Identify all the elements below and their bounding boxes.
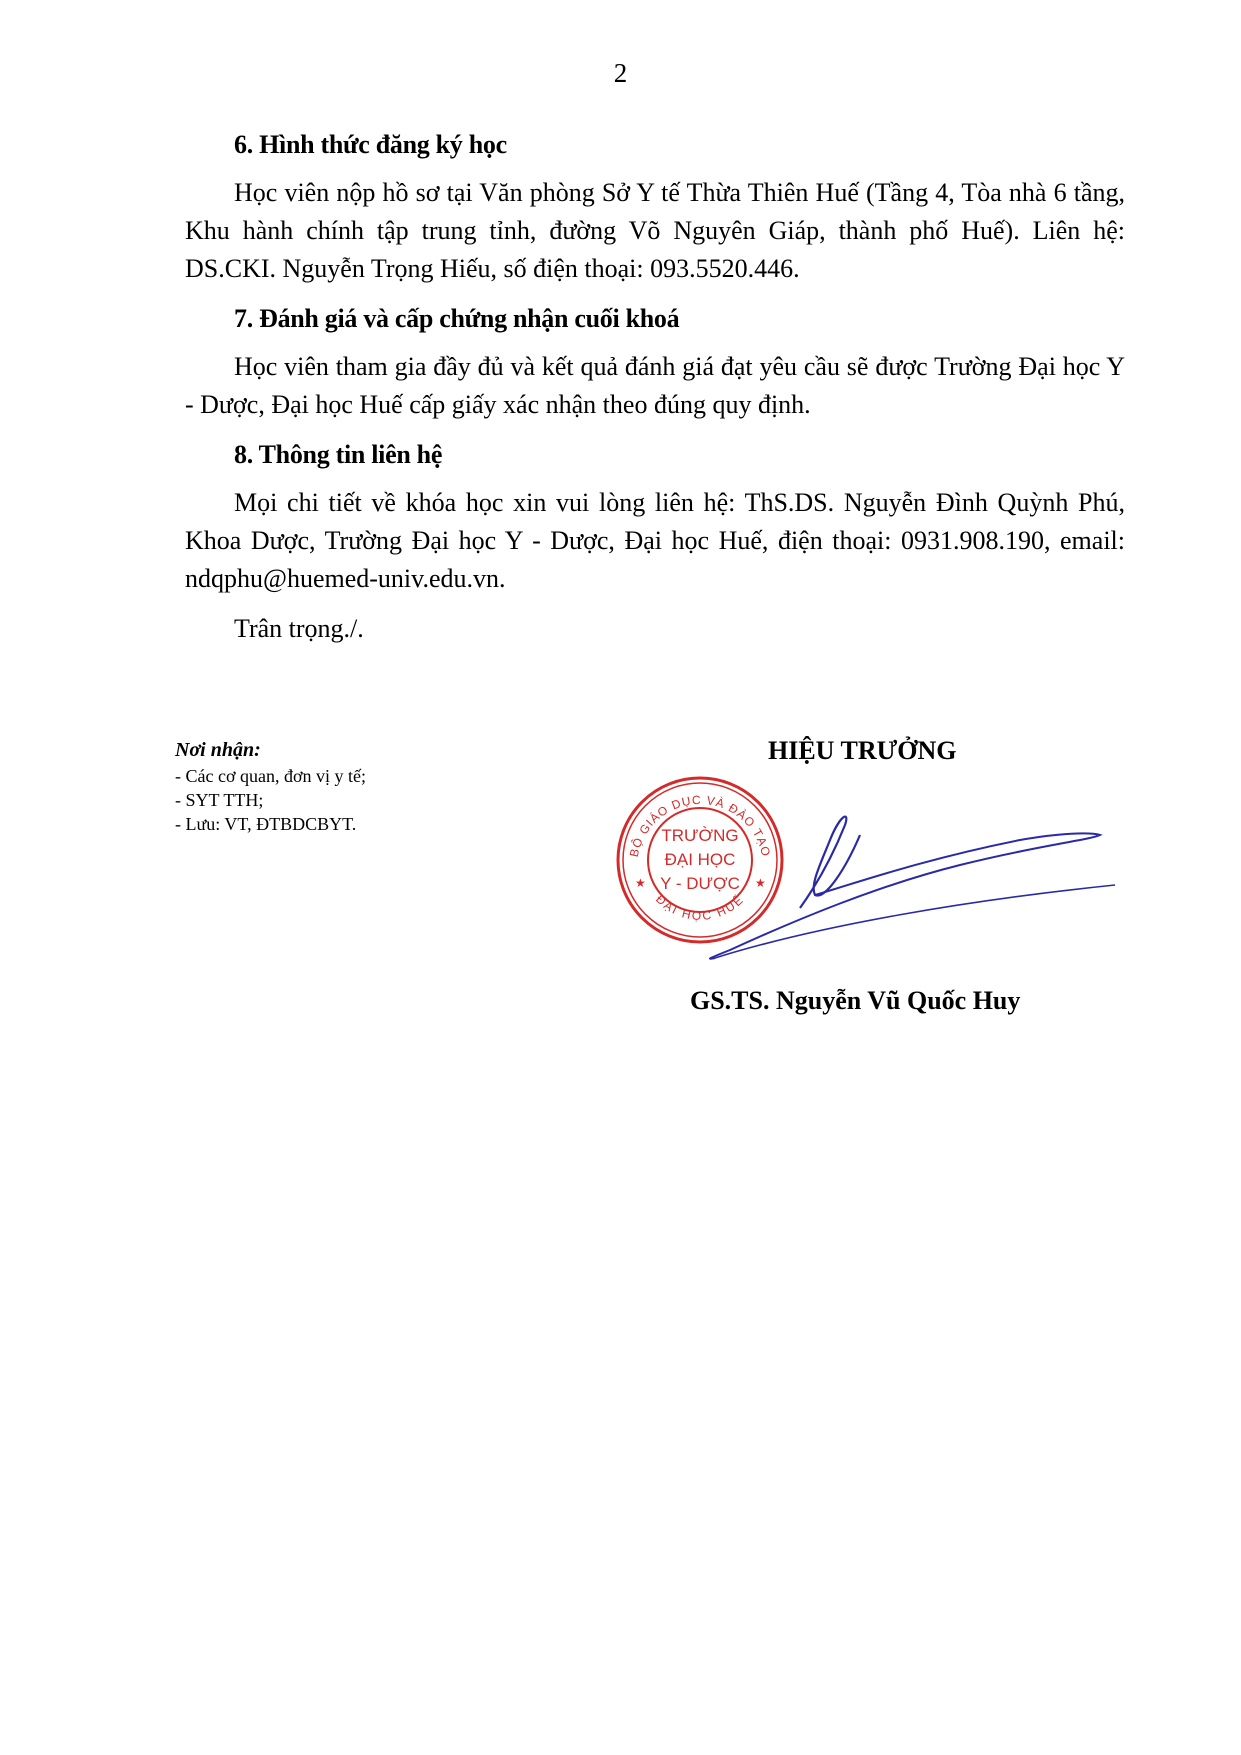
stamp-line-2: ĐẠI HỌC (664, 850, 736, 869)
recipient-item: - Lưu: VT, ĐTBDCBYT. (175, 814, 357, 834)
recipient-item: - SYT TTH; (175, 790, 264, 810)
section-heading: 8. Thông tin liên hệ (234, 440, 443, 469)
recipient-item: - Các cơ quan, đơn vị y tế; (175, 766, 366, 786)
section-paragraph: Học viên tham gia đầy đủ và kết quả đánh giá đạt yêu cầu sẽ được Trường Đại học Y - Dược, Đại học Huế cấp giấy xác nhận theo đúng quy định. (185, 352, 1125, 419)
section-certification (185, 304, 1125, 424)
section-heading: 6. Hình thức đăng ký học (234, 130, 507, 159)
section-paragraph: Mọi chi tiết về khóa học xin vui lòng liên hệ: ThS.DS. Nguyễn Đình Quỳnh Phú, Khoa Dược, Trường Đại học Y - Dược, Đại học Huế, điện thoại: 0931.908.190, email: ndqphu@huemed-univ.edu.vn. (185, 488, 1125, 593)
document-body (185, 130, 1125, 644)
section-registration (185, 130, 1125, 288)
section-paragraph: Học viên nộp hồ sơ tại Văn phòng Sở Y tế Thừa Thiên Huế (Tầng 4, Tòa nhà 6 tầng, Khu hành chính tập trung tỉnh, đường Võ Nguyên Giáp, thành phố Huế). Liên hệ: DS.CKI. Nguyễn Trọng Hiếu, số điện thoại: 093.5520.446. (185, 178, 1125, 283)
section-contact (185, 440, 1125, 598)
stamp-line-1: TRƯỜNG (661, 826, 739, 845)
section-heading: 7. Đánh giá và cấp chứng nhận cuối khoá (234, 304, 680, 333)
recipients-block (175, 738, 366, 836)
page-number: 2 (613, 58, 628, 88)
recipients-title: Nơi nhận: (175, 739, 261, 761)
star-icon: ★ (755, 876, 766, 890)
stamp-outer-top-text: BỘ GIÁO DỤC VÀ ĐÀO TẠO (626, 792, 774, 859)
handwritten-signature (620, 800, 1120, 1000)
stamp-line-3: Y - DƯỢC (660, 874, 740, 893)
stamp-outer-bottom-text: ĐẠI HỌC HUẾ (653, 891, 747, 924)
closing-line: Trân trọng./. (234, 614, 364, 643)
signer-title: HIỆU TRƯỞNG (768, 736, 957, 765)
signer-name: GS.TS. Nguyễn Vũ Quốc Huy (690, 986, 1021, 1015)
star-icon: ★ (635, 876, 646, 890)
